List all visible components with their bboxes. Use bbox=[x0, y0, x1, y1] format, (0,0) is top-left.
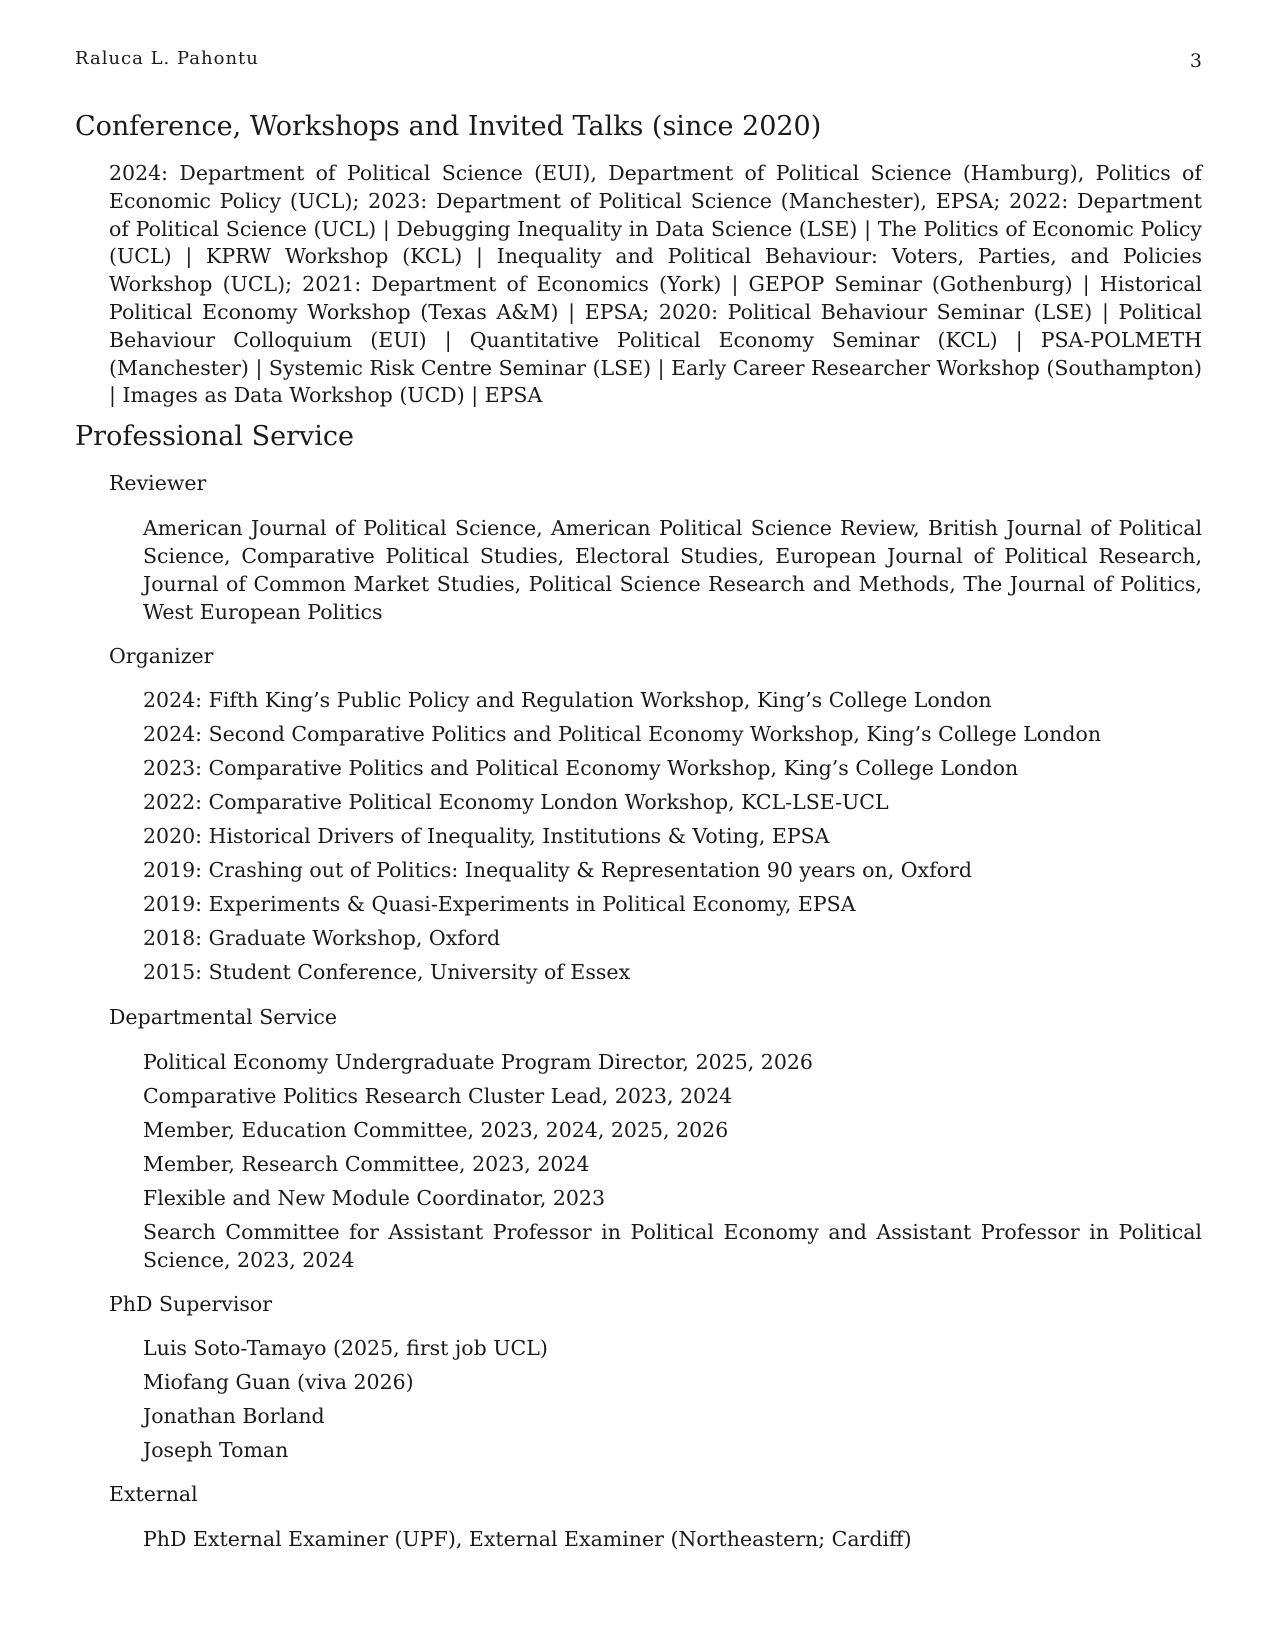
list-item: 2022: Comparative Political Economy London Workshop, KCL-LSE-UCL bbox=[143, 790, 889, 814]
list-item: 2019: Crashing out of Politics: Inequality & Representation 90 years on, Oxford bbox=[143, 858, 972, 882]
reviewer-paragraph: American Journal of Political Science, American Political Science Review, British Journal of Political Science, Comparative Political Studies, Electoral Studies, European Journal of Political Research, Journal of Common Market Studies, Political Science Research and Methods, The Journal of Politics, West European Politics bbox=[143, 516, 1202, 624]
page-number: 3 bbox=[1189, 50, 1202, 72]
list-item: 2019: Experiments & Quasi-Experiments in Political Economy, EPSA bbox=[143, 892, 856, 916]
list-item: Luis Soto-Tamayo (2025, first job UCL) bbox=[143, 1336, 548, 1360]
subheading-organizer: Organizer bbox=[109, 644, 214, 668]
list-item: 2015: Student Conference, University of Essex bbox=[143, 960, 631, 984]
list-item: Member, Education Committee, 2023, 2024, 2025, 2026 bbox=[143, 1118, 729, 1142]
list-item: Miofang Guan (viva 2026) bbox=[143, 1370, 414, 1394]
talks-paragraph: 2024: Department of Political Science (EUI), Department of Political Science (Hamburg), Politics of Economic Policy (UCL); 2023: Department of Political Science (Manchester), EPSA; 2022: Department of Political Science (UCL) | Debugging Inequality in Data Science (LSE) | The Politics of Economic Policy (UCL) | KPRW Workshop (KCL) | Inequality and Political Behaviour: Voters, Parties, and Policies Workshop (UCL); 2021: Department of Economics (York) | GEPOP Seminar (Gothenburg) | Historical Political Economy Workshop (Texas A&M) | EPSA; 2020: Political Behaviour Seminar (LSE) | Political Behaviour Colloquium (EUI) | Quantitative Political Economy Seminar (KCL) | PSA-POLMETH (Manchester) | Systemic Risk Centre Seminar (LSE) | Early Career Researcher Workshop (Southampton) | Images as Data Workshop (UCD) | EPSA bbox=[109, 161, 1202, 408]
list-item: Joseph Toman bbox=[143, 1438, 289, 1462]
list-item: 2020: Historical Drivers of Inequality, Institutions & Voting, EPSA bbox=[143, 824, 830, 848]
list-item: 2018: Graduate Workshop, Oxford bbox=[143, 926, 501, 950]
list-item: Flexible and New Module Coordinator, 2023 bbox=[143, 1186, 606, 1210]
list-item: Comparative Politics Research Cluster Lead, 2023, 2024 bbox=[143, 1084, 733, 1108]
running-header bbox=[75, 48, 1202, 78]
author-name: Raluca L. Pahontu bbox=[75, 48, 259, 69]
section-title-talks: Conference, Workshops and Invited Talks (since 2020) bbox=[75, 111, 822, 142]
external-paragraph: PhD External Examiner (UPF), External Examiner (Northeastern; Cardiff) bbox=[143, 1527, 912, 1551]
list-item: Jonathan Borland bbox=[143, 1404, 325, 1428]
list-item: 2024: Fifth King’s Public Policy and Regulation Workshop, King’s College London bbox=[143, 688, 992, 712]
list-item: 2024: Second Comparative Politics and Political Economy Workshop, King’s College London bbox=[143, 722, 1102, 746]
subheading-phd: PhD Supervisor bbox=[109, 1292, 273, 1316]
section-title-service: Professional Service bbox=[75, 421, 354, 452]
list-item: Search Committee for Assistant Professor in Political Economy and Assistant Professor in Political Science, 2023, 2024 bbox=[143, 1220, 1202, 1272]
list-item: Member, Research Committee, 2023, 2024 bbox=[143, 1152, 590, 1176]
subheading-external: External bbox=[109, 1482, 198, 1506]
subheading-reviewer: Reviewer bbox=[109, 471, 207, 495]
list-item: Political Economy Undergraduate Program Director, 2025, 2026 bbox=[143, 1050, 813, 1074]
list-item: 2023: Comparative Politics and Political Economy Workshop, King’s College London bbox=[143, 756, 1019, 780]
subheading-departmental: Departmental Service bbox=[109, 1005, 337, 1029]
